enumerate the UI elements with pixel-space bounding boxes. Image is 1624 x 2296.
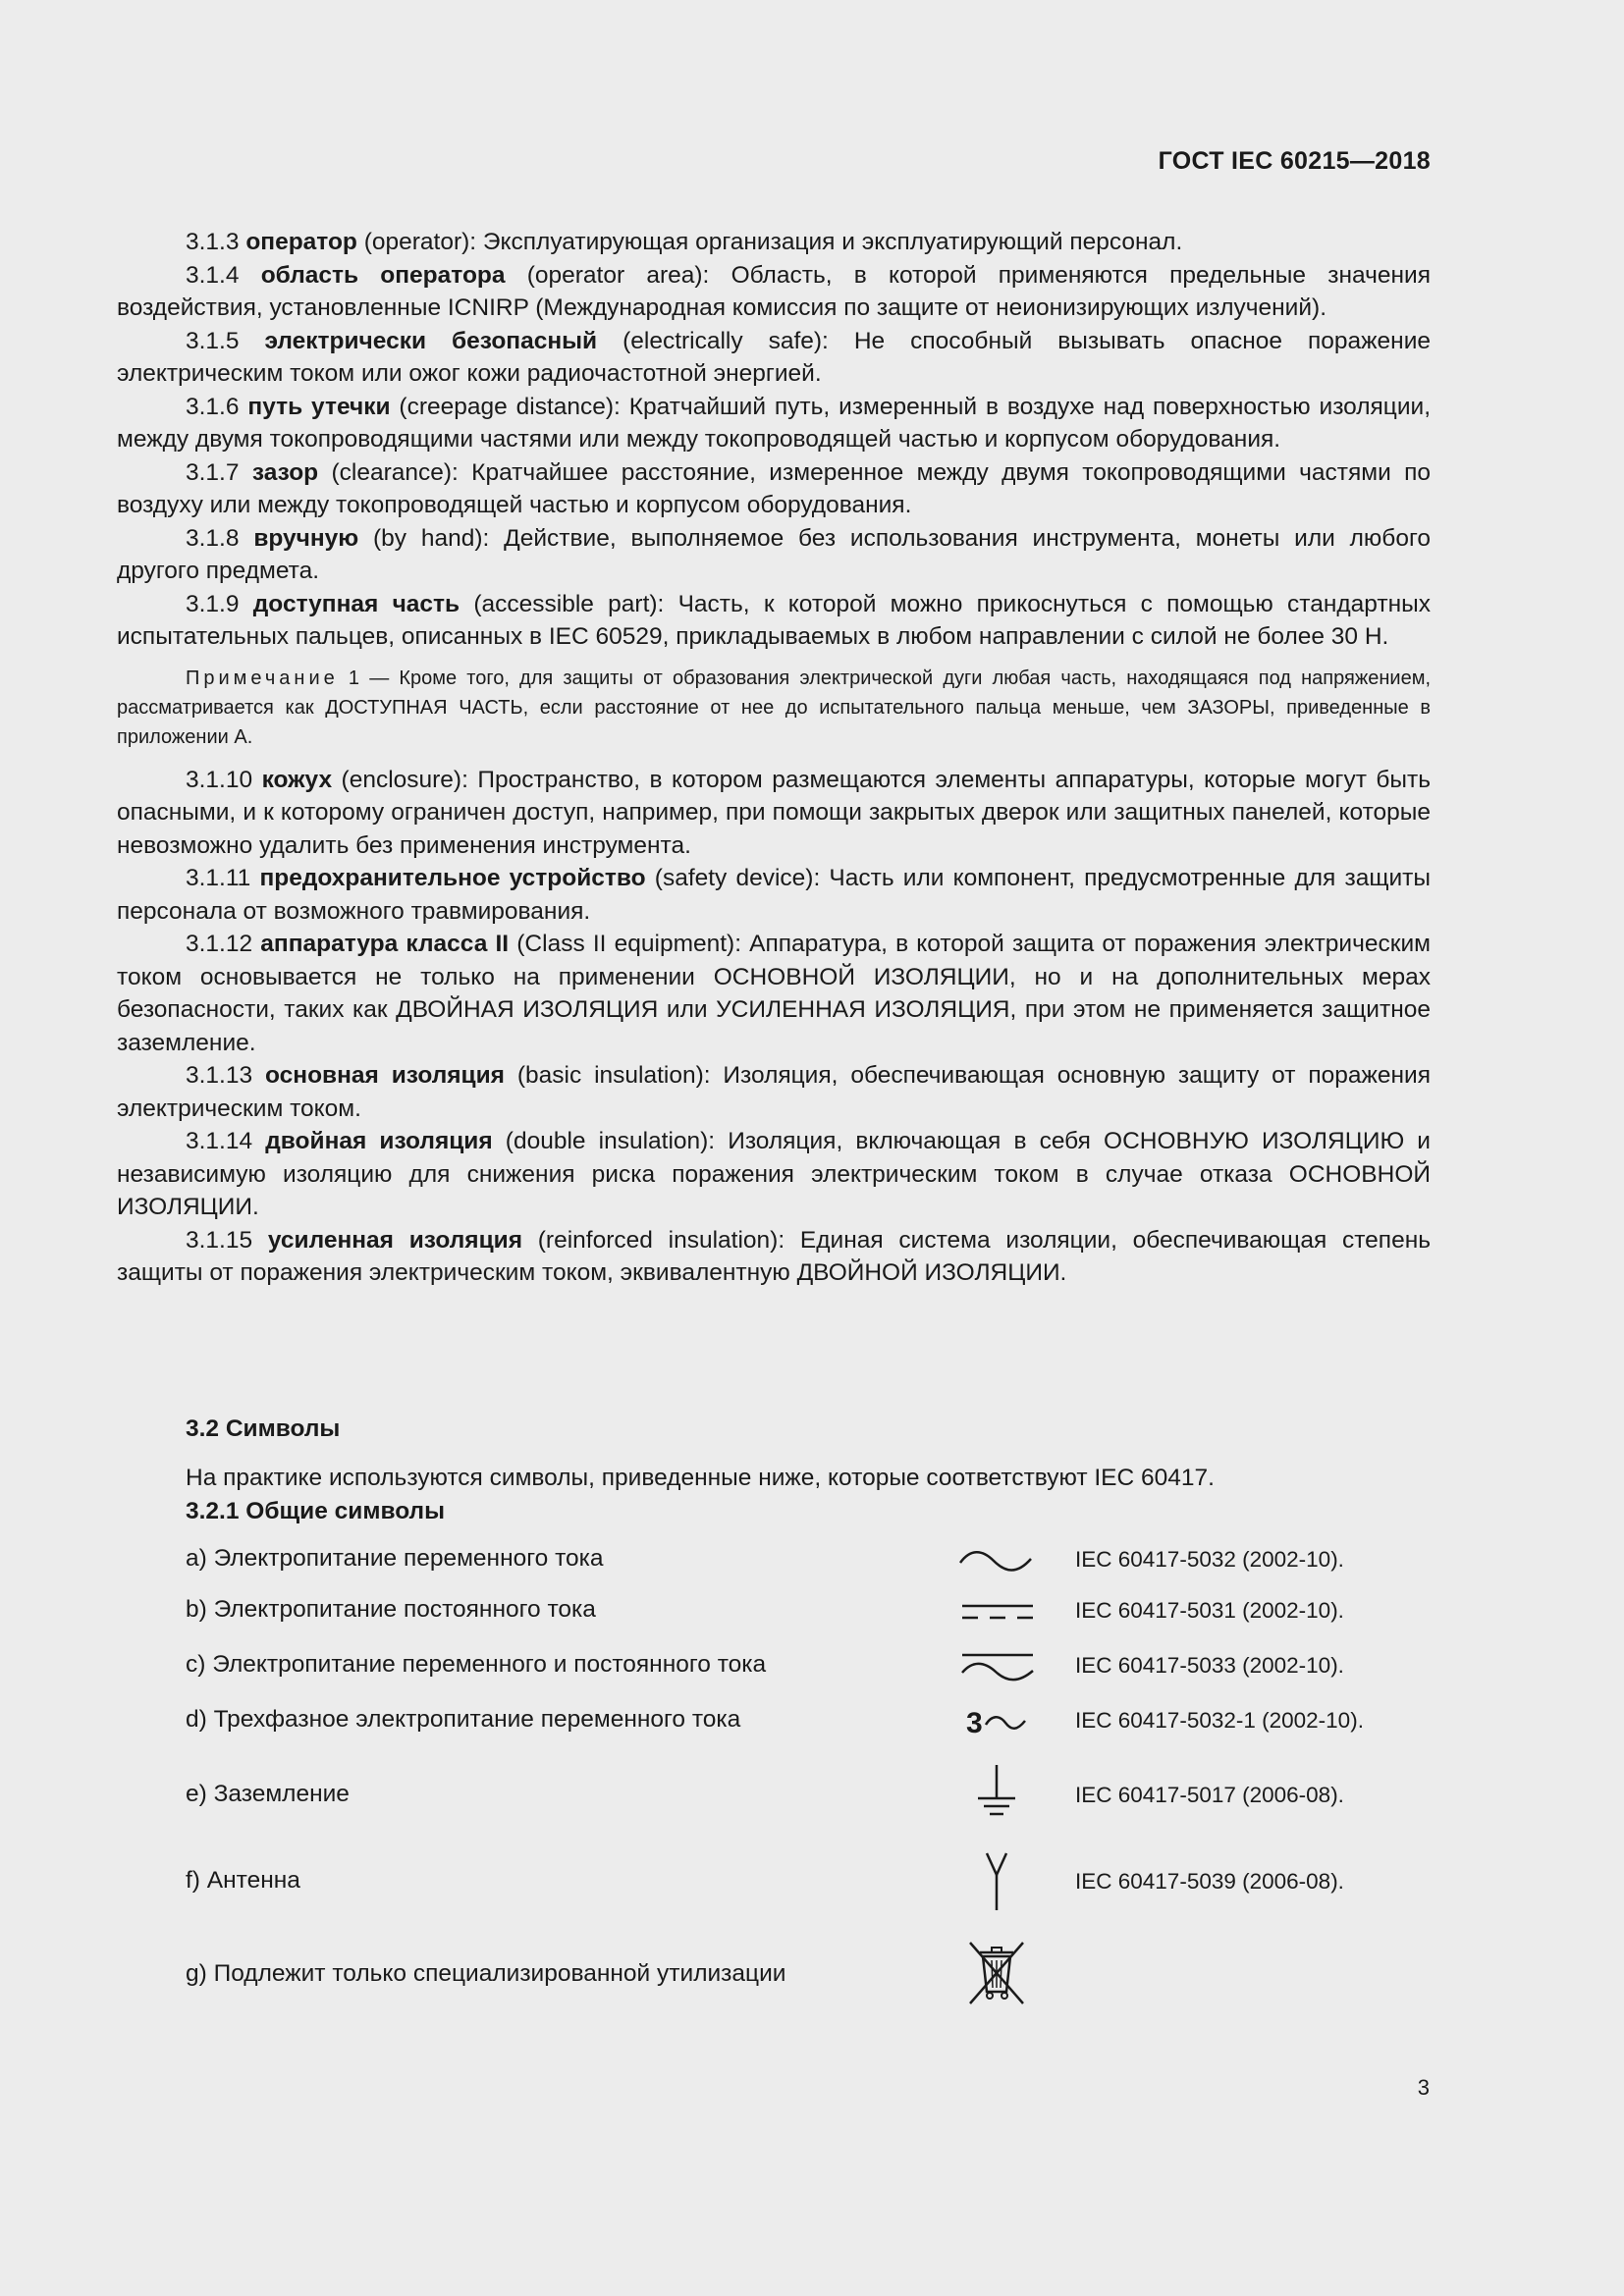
three-phase-digit: 3 [966, 1707, 983, 1739]
definition-3-1-10: 3.1.10 кожух (enclosure): Пространство, в котором размещаются элементы аппаратуры, которые могут быть опасными, и к которому ограничен доступ, например, при помощи закрытых дверок или защитных панелей, которые невозможно удалить без применения инструмента. [117, 766, 1431, 859]
page-number: 3 [1417, 2075, 1430, 2100]
section-title: 3.2 Символы [186, 1415, 341, 1442]
symbol-label: f) Антенна [186, 1867, 300, 1894]
symbol-label: b) Электропитание постоянного тока [186, 1596, 596, 1623]
definition-3-1-14: 3.1.14 двойная изоляция (double insulation): Изоляция, включающая в себя ОСНОВНУЮ ИЗОЛЯЦИЮ и независимую изоляцию для снижения риска поражения электрическим током в случае отказа ОСНОВНОЙ ИЗОЛЯЦИИ. [117, 1128, 1431, 1220]
symbol-ref: IEC 60417-5039 (2006-08). [1075, 1869, 1344, 1894]
definition-3-1-5: 3.1.5 электрически безопасный (electrically safe): Не способный вызывать опасное поражение электрическим током или ожог кожи радиочастотной энергией. [117, 327, 1432, 387]
symbol-ref: IEC 60417-5031 (2002-10). [1075, 1598, 1344, 1623]
symbol-label: a) Электропитание переменного тока [186, 1545, 604, 1572]
symbol-label: e) Заземление [186, 1781, 350, 1807]
definition-3-1-3: 3.1.3 оператор (operator): Эксплуатирующая организация и эксплуатирующий персонал. [186, 229, 1183, 255]
section-intro: На практике используются символы, приведенные ниже, которые соответствуют IEC 60417. [186, 1465, 1215, 1491]
symbol-ref: IEC 60417-5017 (2006-08). [1075, 1783, 1344, 1807]
ac-icon [952, 1543, 1041, 1578]
antenna-icon [952, 1847, 1041, 1912]
definition-3-1-12: 3.1.12 аппаратура класса II (Class II equipment): Аппаратура, в которой защита от поражения электрическим током основывается не только на применении ОСНОВНОЙ ИЗОЛЯЦИИ, но и на дополнительных мерах безопасности, таких как ДВОЙНАЯ ИЗОЛЯЦИЯ или УСИЛЕННАЯ ИЗОЛЯЦИЯ, при этом не применяется защитное заземление. [117, 931, 1431, 1056]
definition-3-1-6: 3.1.6 путь утечки (creepage distance): Кратчайший путь, измеренный в воздухе над поверхностью изоляции, между двумя токопроводящими частями или между токопроводящей частью и корпусом оборудования. [117, 393, 1432, 453]
symbol-ref: IEC 60417-5032 (2002-10). [1075, 1547, 1344, 1572]
dc-icon [952, 1594, 1041, 1629]
earth-ground-icon [952, 1761, 1041, 1826]
definition-3-1-8: 3.1.8 вручную (by hand): Действие, выполняемое без использования инструмента, монеты или любого другого предмета. [117, 524, 1431, 584]
three-phase-ac-icon [952, 1702, 1041, 1741]
definition-3-1-11: 3.1.11 предохранительное устройство (safety device): Часть или компонент, предусмотренные для защиты персонала от возможного травмирования. [117, 865, 1432, 925]
note-1: Примечание 1 — Кроме того, для защиты от образования электрической дуги любая часть, находящаяся под напряжением, рассматривается как ДОСТУПНАЯ ЧАСТЬ, если расстояние от нее до испытательного пальца меньше, чем ЗАЗОРЫ, приведенные в приложении А. [117, 667, 1431, 748]
definitions-block [117, 226, 1431, 1290]
definition-3-1-13: 3.1.13 основная изоляция (basic insulation): Изоляция, обеспечивающая основную защиту от поражения электрическим током. [117, 1062, 1431, 1122]
definition-3-1-4: 3.1.4 область оператора (operator area): Область, в которой применяются предельные значения воздействия, установленные ICNIRP (Международная комиссия по защите от неионизирующих излучений). [117, 261, 1431, 321]
subsection-title: 3.2.1 Общие символы [186, 1498, 446, 1524]
definition-3-1-7: 3.1.7 зазор (clearance): Кратчайшее расстояние, измеренное между двумя токопроводящими частями по воздуху или между токопроводящей частью и корпусом оборудования. [117, 458, 1431, 518]
ac-dc-icon [952, 1647, 1041, 1686]
symbol-label: d) Трехфазное электропитание переменного тока [186, 1706, 741, 1733]
definition-3-1-9: 3.1.9 доступная часть (accessible part): Часть, к которой можно прикоснуться с помощью стандартных испытательных пальцев, описанных в IEC 60529, прикладываемых в любом направлении с силой не более 30 Н. [117, 590, 1431, 650]
crossed-bin-icon [952, 1939, 1041, 2007]
symbol-ref: IEC 60417-5033 (2002-10). [1075, 1653, 1344, 1678]
definition-3-1-15: 3.1.15 усиленная изоляция (reinforced insulation): Единая система изоляции, обеспечивающая степень защиты от поражения электрическим током, эквивалентную ДВОЙНОЙ ИЗОЛЯЦИИ. [117, 1226, 1431, 1286]
symbol-label: g) Подлежит только специализированной утилизации [186, 1960, 786, 1987]
symbol-ref: IEC 60417-5032-1 (2002-10). [1075, 1708, 1364, 1733]
document-id-header: ГОСТ IEC 60215—2018 [1158, 147, 1431, 175]
symbol-label: c) Электропитание переменного и постоянного тока [186, 1651, 767, 1678]
